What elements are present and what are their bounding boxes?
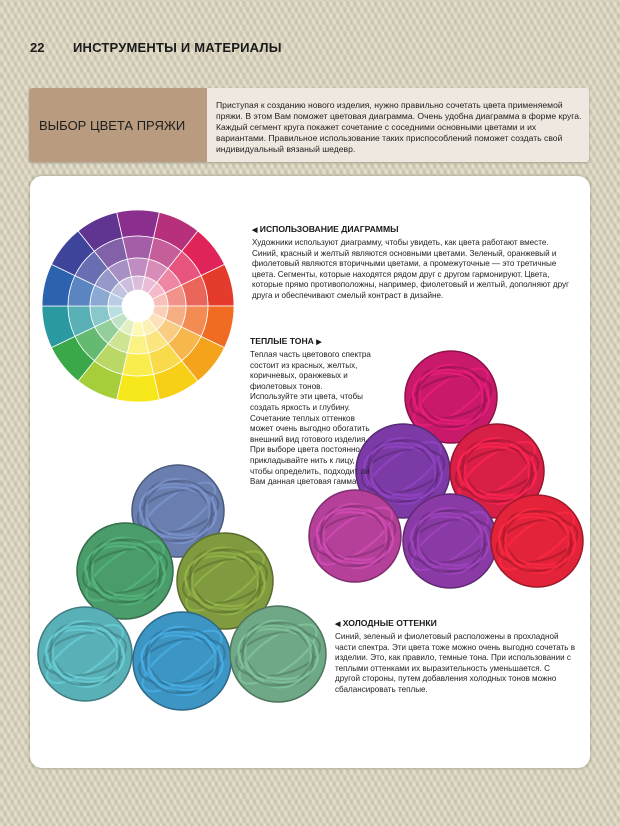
left-arrow-icon: ◀ bbox=[335, 621, 341, 628]
yarn-ball bbox=[230, 606, 326, 702]
yarn-ball bbox=[133, 612, 231, 710]
warm-section-title bbox=[250, 336, 322, 346]
cold-section-text: Синий, зеленый и фиолетовый расположены в прохладной части спектра. Эти цвета тоже можно очень выгодно сочетать в изделии. Это, как правило, темные тона. При использовании с теплыми оттенками их выразительность уменьшается. С другой стороны, путем добавления холодных тонов можно сбалансировать теплые. bbox=[335, 632, 576, 694]
yarn-ball bbox=[309, 490, 401, 582]
cold-title: ХОЛОДНЫЕ ОТТЕНКИ bbox=[342, 618, 437, 628]
yarn-ball bbox=[38, 607, 132, 701]
warm-section-text: Теплая часть цветового спектра состоит из красных, желтых, коричневых, оранжевых и фиолетовых тонов. Используйте эти цвета, чтобы создать яркость и глубину. Сочетание теплых оттенков может очень выгодно обогатить внешний вид готового изделия. При выборе цвета постоянно прикладывайте нить к лицу, чтобы определить, подходит ли Вам данная цветовая гамма. bbox=[250, 350, 371, 487]
yarn-ball bbox=[77, 523, 173, 619]
yarn-ball bbox=[491, 495, 583, 587]
left-arrow-icon: ◀ bbox=[252, 227, 258, 234]
page-number: 22 bbox=[30, 40, 45, 55]
chapter-title: ИНСТРУМЕНТЫ И МАТЕРИАЛЫ bbox=[73, 40, 282, 55]
warm-title: ТЕПЛЫЕ ТОНА bbox=[250, 336, 314, 346]
diagram-section-text: Художники используют диаграмму, чтобы увидеть, как цвета работают вместе. Синий, красный и желтый являются основными цветами. Зеленый, оранжевый и фиолетовый являются вторичными цветами, а промежуточные — это третичные цвета. Сегменты, которые находятся рядом друг с другом гармонируют. Цвета, которые прямо противоположны, например, фиолетовый и желтый, дополняют друг друга и обеспечивают смелый контраст в дизайне. bbox=[252, 238, 569, 300]
content-card bbox=[30, 176, 590, 768]
intro-label: ВЫБОР ЦВЕТА ПРЯЖИ bbox=[39, 118, 186, 133]
right-arrow-icon: ▶ bbox=[316, 339, 322, 346]
diagram-section-title bbox=[252, 224, 399, 234]
cold-section-title bbox=[335, 618, 437, 628]
yarn-ball bbox=[403, 494, 497, 588]
diagram-title: ИСПОЛЬЗОВАНИЕ ДИАГРАММЫ bbox=[259, 224, 399, 234]
intro-box bbox=[29, 88, 589, 162]
intro-text: Приступая к созданию нового изделия, нужно правильно сочетать цвета применяемой пряжи. В этом Вам поможет цветовая диаграмма. Очень удобна диаграмма в форме круга. Каждый сегмент круга покажет сочетание с соседними основными цветами и их вариантами. Правильное использование таких приспособлений поможет создать свой индивидуальный вязаный шедевр. bbox=[216, 100, 582, 154]
